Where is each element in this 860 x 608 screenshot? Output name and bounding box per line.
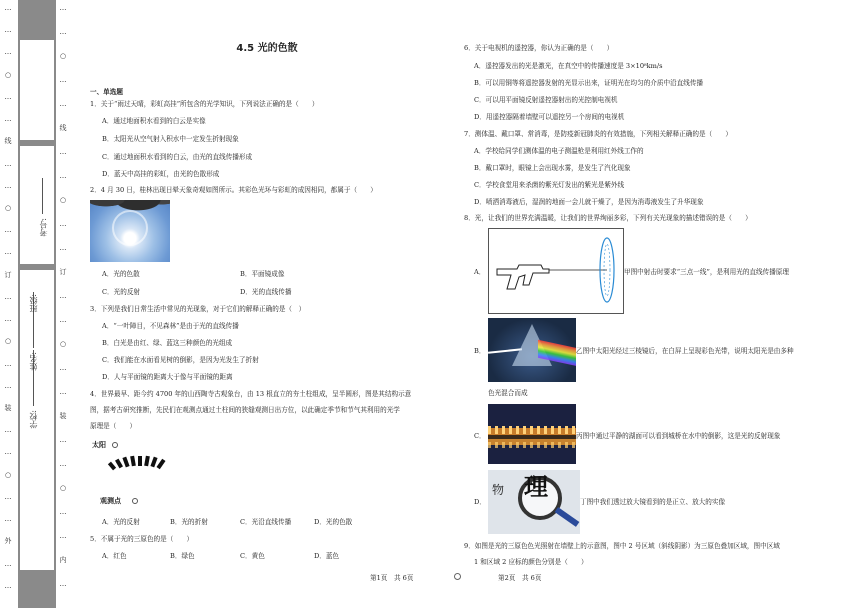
q2-option-d: D．光的直线传播 [240,288,292,296]
inner-cut-line-char: … [59,100,67,108]
magnifier-small-character: 物 [492,483,505,497]
q3-option-c: C．我们能在水面看见树的倒影，是因为光发生了折射 [102,356,259,364]
inner-cut-line-char: ○ [59,196,67,204]
question-7: 7．测体温、戴口罩、常消毒，是防疫新冠肺炎的有效措施，下列相关解释正确的是（ ） [464,130,732,138]
outer-cut-line-char: … [4,48,12,57]
pillar [138,456,142,466]
water-reflection [488,442,576,448]
name-label: 姓名: [29,352,38,371]
inner-cut-line-char: ○ [59,340,67,348]
q2-option-a: A．光的色散 [102,270,140,278]
sun-halo-image [90,200,170,262]
outer-cut-line-char: … [4,515,12,524]
class-label: 班级: [29,294,38,313]
city-reflection-image [488,404,576,464]
observatory-diagram [90,436,180,512]
inner-cut-line-char: ○ [59,52,67,60]
question-4-line-3: 原理是（ ） [90,422,137,430]
q2-option-b: B．平面镜成像 [240,270,285,278]
q5-option-d: D．蓝色 [314,552,340,560]
q8-option-d-text: 丁图中我们透过放大镜看到的是正立、放大的实像 [580,498,726,506]
magnifier-image [488,470,580,534]
q8-option-c-text: 丙图中通过平静的湖面可以看到城桥在水中的倒影，这是光的反射现象 [576,432,781,440]
outer-cut-line-char: 订 [4,270,12,279]
outer-cut-line-char: ○ [4,470,12,479]
inner-cut-line-char: … [59,316,67,324]
outer-cut-line [3,0,15,608]
inner-cut-line-char: … [59,172,67,180]
outer-cut-line-char: … [4,92,12,101]
question-6: 6．关于电视机的遥控器，你认为正确的是（ ） [464,44,614,52]
question-1: 1．关于“雨过天晴，彩虹高挂”所包含的光学知识，下列说法正确的是（ ） [90,100,319,108]
q4-option-c: C．光沿直线传播 [240,518,292,526]
outer-cut-line-char: … [4,426,12,435]
outer-cut-line-char: … [4,359,12,368]
q8-option-b-text-cont: 色光混合而成 [488,389,528,397]
outer-cut-line-char: … [4,315,12,324]
q8-option-d-letter: D． [474,498,486,506]
inner-cut-line-char: … [59,28,67,36]
q7-option-a: A．学校给同学们测体温的电子测温枪是利用红外线工作的 [474,147,644,155]
question-3: 3．下列是我们日常生活中常见的光现象，对于它们的解释正确的是（ ） [90,305,306,313]
right-page [462,0,832,608]
inner-cut-line-char: … [59,292,67,300]
inner-cut-line-char: … [59,148,67,156]
inner-cut-line-char: 线 [59,124,67,132]
magnifier-handle [555,507,580,527]
outer-cut-line-char: … [4,581,12,590]
q8-option-c-letter: C． [474,432,486,440]
prism-dispersion-image [488,318,576,382]
q1-option-b: B．太阳光从空气射入积水中一定发生折射现象 [102,135,239,143]
question-4-line-1: 4．世界最早、距今约 4700 年的山西陶寺古观象台，由 13 根直立的夯土柱组成，呈半圆形，图是其结构示意 [90,390,412,398]
outer-cut-line-char: ○ [4,204,12,212]
question-4-line-2: 图，据考古研究推断，先民们在观测点通过土柱间的狭缝观测日出方位，以此确定季节和节气其利用的光学 [90,406,400,414]
q4-option-d: D．光的色散 [314,518,353,526]
q4-option-b: B．光的折射 [170,518,208,526]
inner-cut-line-char: … [59,388,67,396]
q8-option-b-text: 乙图中太阳光经过三棱镜后，在白屏上呈现彩色光带，说明太阳光是由多种 [576,347,794,355]
sun-circle-icon [112,442,118,448]
q8-option-a-letter: A． [474,268,486,276]
inner-cut-line-char: … [59,532,67,540]
pillar [122,457,129,468]
strip-blank-2 [20,146,54,264]
pillar [156,459,165,469]
outer-cut-line-char: … [4,4,12,12]
outer-cut-line-char: … [4,559,12,568]
q5-option-c: C．黄色 [240,552,265,560]
rifle-aiming-image [488,228,624,314]
q6-option-c: C．可以用平面镜反射遥控器射出的光控制电视机 [474,96,618,104]
outer-cut-line-char: … [4,226,12,235]
rifle-illustration [489,229,624,314]
inner-cut-line-char: 内 [59,556,67,564]
q6-option-a: A．遥控器发出的光是激光，在真空中的传播速度是 3×10⁸km/s [474,62,663,70]
outer-cut-line-char: ○ [4,337,12,346]
inner-cut-line-char: … [59,508,67,516]
inner-cut-line-char: … [59,220,67,228]
page-title: 4.5 光的色散 [236,43,298,54]
q1-option-d: D．蓝天中高挂的彩虹，由光的色散形成 [102,170,220,178]
q1-option-a: A．通过地面积水看到的白云是实像 [102,117,206,125]
outer-cut-line-char: … [4,292,12,301]
inner-cut-line-char: … [59,364,67,372]
inner-cut-line-char: … [59,76,67,84]
pillar [130,456,136,467]
inner-cut-line-char: … [59,436,67,444]
outer-cut-line-char: … [4,448,12,457]
sun-label: 太阳 [92,440,106,449]
outer-cut-line-char: 外 [4,537,12,546]
outer-cut-line-char: 线 [4,137,12,146]
strip-blank-3 [20,270,54,570]
inner-cut-line-char: ○ [59,484,67,492]
inner-cut-line-char: 装 [59,412,67,420]
q5-option-b: B．绿色 [170,552,195,560]
inner-cut-line-char: 订 [59,268,67,276]
q7-option-c: C．学校食堂用来杀菌的紫光灯发出的紫光是紫外线 [474,181,625,189]
outer-cut-line-char: ○ [4,70,12,79]
outer-cut-line-char: … [4,159,12,168]
q7-option-d: D．喷洒消毒液后，湿润的地面一会儿就干燥了，是因为消毒液发生了升华现象 [474,198,704,206]
question-8: 8．光，让我们的世界充满温暖，让我们的世界绚丽多彩，下列有关光现象的描述错误的是（ ） [464,214,752,222]
school-label: 学校: [29,410,38,429]
outer-cut-line-char: … [4,381,12,390]
outer-cut-line-char: 装 [4,404,12,412]
q6-option-d: D．用遥控器隔着墙壁可以遥控另一个房间的电视机 [474,113,625,121]
q1-option-c: C．通过地面积水看到的白云，由光的直线传播形成 [102,153,253,161]
q3-option-b: B．白光是由红、绿、蓝这三种颜色的光组成 [102,339,233,347]
question-9-line-2: 1 和区域 2 应标的颜色分别是（ ） [474,558,588,566]
strip-blank-1 [20,40,54,140]
page-number-left: 第1页 共 6页 [370,574,414,582]
observation-point-label: 观测点 [100,496,121,505]
q3-option-a: A．“一叶障目，不见森林”是由于光的直线传播 [102,322,239,330]
q5-option-a: A．红色 [102,552,127,560]
q2-option-c: C．光的反射 [102,288,141,296]
pillar [144,456,150,467]
pillar [108,462,116,471]
exam-no-underline [42,178,43,214]
inner-cut-line-char: … [59,460,67,468]
halo-ring [112,210,148,246]
page-number-right: 第2页 共 6页 [498,574,542,582]
q8-option-a-text: 甲图中射击时要求“三点一线”，是利用光的直线传播原理 [624,268,789,276]
binding-strip [18,0,56,608]
outer-cut-line-char: … [4,115,12,124]
q6-option-b: B．可以用铜等将遥控器发射的光显示出来，证明光在均匀的介质中沿直线传播 [474,79,704,87]
question-2: 2．4 月 30 日，桂林出现日晕天象奇观如图所示。其彩色光环与彩虹的成因相同，都属于（ ） [90,186,377,194]
q7-option-b: B．戴口罩时，眼镜上会出现水雾，是发生了汽化现象 [474,164,631,172]
inner-cut-line-char: … [59,4,67,12]
section-heading: 一、单选题 [90,88,123,96]
q4-option-a: A．光的反射 [102,518,140,526]
bridge-lights [488,426,576,434]
exam-no-label: 考号: [39,218,48,237]
inner-cut-line [58,0,74,608]
question-9-line-1: 9．如图是光的三原色色光照射在墙壁上的示意图，图中 2 号区域（斜线阴影）为三原色叠加区域，图中区域 [464,542,780,550]
q8-option-b-letter: B． [474,347,486,355]
magnifier-big-character: 理 [524,472,548,501]
observation-point-circle-icon [132,498,138,504]
outer-cut-line-char: … [4,492,12,501]
binding-margin [0,0,78,608]
outer-cut-line-char: … [4,248,12,257]
fold-circle-icon [454,573,461,580]
inner-cut-line-char: … [59,244,67,252]
question-5: 5．不属于光的三原色的是（ ） [90,535,194,543]
outer-cut-line-char: … [4,26,12,35]
inner-cut-line-char: … [59,580,67,588]
left-page [82,0,452,608]
outer-cut-line-char: … [4,181,12,190]
q3-option-d: D．人与平面镜的距离大于像与平面镜的距离 [102,373,233,381]
